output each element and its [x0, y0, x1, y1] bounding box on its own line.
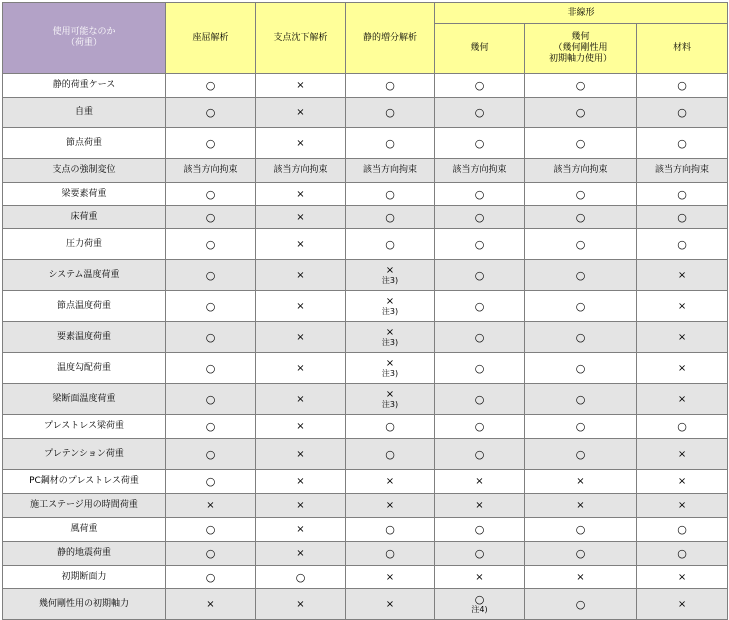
table-cell: ○: [346, 74, 435, 98]
table-cell: ×: [256, 353, 346, 384]
table-cell: ○: [637, 128, 728, 159]
table-cell: ○: [525, 322, 637, 353]
table-cell: ○: [166, 128, 256, 159]
table-cell: ○: [166, 183, 256, 206]
table-cell: ×: [166, 494, 256, 518]
row-label: 幾何剛性用の初期軸力: [3, 589, 166, 620]
table-row: [3, 494, 728, 518]
table-cell: ×: [346, 566, 435, 589]
table-cell: ×: [256, 494, 346, 518]
table-row: [3, 542, 728, 566]
table-row: [3, 566, 728, 589]
table-cell: ○: [435, 206, 525, 229]
table-cell: ×: [256, 206, 346, 229]
table-cell: ×: [346, 470, 435, 494]
table-cell: ○: [166, 98, 256, 128]
table-row: [3, 128, 728, 159]
table-cell: ○: [346, 439, 435, 470]
table-cell: × 注3): [346, 291, 435, 322]
table-cell: ○: [525, 128, 637, 159]
table-cell: ×: [256, 229, 346, 260]
table-cell: ○: [166, 353, 256, 384]
table-row: [3, 260, 728, 291]
table-cell: ×: [256, 260, 346, 291]
table-cell: ○: [166, 439, 256, 470]
table-cell: ○ 注4): [435, 589, 525, 620]
table-cell: ○: [525, 518, 637, 542]
table-cell: ×: [637, 566, 728, 589]
table-cell: ○: [435, 415, 525, 439]
table-cell: ×: [346, 494, 435, 518]
table-cell: × 注3): [346, 384, 435, 415]
table-cell: 該当方向拘束: [637, 159, 728, 183]
table-cell: ×: [525, 566, 637, 589]
table-cell: ○: [525, 353, 637, 384]
table-cell: ○: [525, 542, 637, 566]
table-row: [3, 439, 728, 470]
table-cell: ○: [166, 291, 256, 322]
table-cell: ○: [346, 542, 435, 566]
table-row: [3, 74, 728, 98]
row-label: 自重: [3, 98, 166, 128]
table-cell: ×: [256, 322, 346, 353]
table-cell: ○: [637, 542, 728, 566]
table-row: [3, 353, 728, 384]
table-cell: ○: [435, 542, 525, 566]
table-row: [3, 229, 728, 260]
table-cell: ○: [637, 74, 728, 98]
table-cell: 該当方向拘束: [525, 159, 637, 183]
table-cell: ○: [525, 260, 637, 291]
table-cell: ○: [525, 206, 637, 229]
table-cell: × 注3): [346, 322, 435, 353]
table-row: [3, 291, 728, 322]
table-cell: ○: [435, 260, 525, 291]
table-cell: ○: [166, 542, 256, 566]
row-label: 初期断面力: [3, 566, 166, 589]
table-cell: ×: [637, 589, 728, 620]
table-cell: ○: [435, 322, 525, 353]
table-cell: ○: [346, 98, 435, 128]
row-label: 要素温度荷重: [3, 322, 166, 353]
table-cell: ×: [637, 353, 728, 384]
table-cell: ×: [256, 74, 346, 98]
table-cell: ○: [435, 353, 525, 384]
col-header-geometric: 幾何: [435, 24, 525, 74]
table-body: [3, 74, 728, 620]
table-cell: 該当方向拘束: [435, 159, 525, 183]
table-cell: × 注3): [346, 353, 435, 384]
row-label: 静的地震荷重: [3, 542, 166, 566]
col-header-geometric-axial: 幾何 （幾何剛性用 初期軸力使用）: [525, 24, 637, 74]
table-cell: ○: [435, 291, 525, 322]
table-cell: ×: [637, 439, 728, 470]
row-label: プレテンション荷重: [3, 439, 166, 470]
table-cell: ×: [256, 183, 346, 206]
row-label: 圧力荷重: [3, 229, 166, 260]
table-cell: ×: [256, 384, 346, 415]
table-cell: ×: [346, 589, 435, 620]
table-cell: ×: [256, 291, 346, 322]
row-label: PC鋼材のプレストレス荷重: [3, 470, 166, 494]
table-row: [3, 206, 728, 229]
table-cell: ×: [637, 260, 728, 291]
table-cell: ×: [637, 470, 728, 494]
table-cell: ×: [525, 470, 637, 494]
row-label: 施工ステージ用の時間荷重: [3, 494, 166, 518]
table-cell: × 注3): [346, 260, 435, 291]
table-cell: ×: [637, 494, 728, 518]
table-cell: ○: [637, 415, 728, 439]
table-row: [3, 322, 728, 353]
table-row: [3, 183, 728, 206]
col-group-nonlinear: 非線形: [435, 3, 728, 24]
table-cell: ○: [637, 183, 728, 206]
table-row: [3, 415, 728, 439]
table-cell: ○: [525, 589, 637, 620]
table-cell: ○: [346, 518, 435, 542]
table-cell: ○: [637, 229, 728, 260]
table-row: [3, 470, 728, 494]
table-cell: ○: [166, 260, 256, 291]
table-cell: ○: [525, 439, 637, 470]
table-cell: ×: [256, 128, 346, 159]
table-cell: ○: [435, 183, 525, 206]
table-cell: ○: [435, 439, 525, 470]
row-label: 静的荷重ケース: [3, 74, 166, 98]
table-cell: ○: [637, 518, 728, 542]
table-cell: ○: [525, 291, 637, 322]
table-cell: ×: [256, 589, 346, 620]
table-cell: ○: [346, 183, 435, 206]
table-cell: ○: [166, 206, 256, 229]
table-cell: ○: [435, 229, 525, 260]
table-cell: ○: [256, 566, 346, 589]
table-cell: ○: [525, 98, 637, 128]
table-cell: ×: [435, 470, 525, 494]
table-cell: 該当方向拘束: [346, 159, 435, 183]
table-cell: ○: [166, 470, 256, 494]
table-cell: ×: [637, 384, 728, 415]
table-cell: ○: [346, 206, 435, 229]
table-cell: ○: [525, 74, 637, 98]
row-label: 風荷重: [3, 518, 166, 542]
table-cell: ○: [166, 566, 256, 589]
table-cell: ○: [166, 384, 256, 415]
col-header-material: 材料: [637, 24, 728, 74]
table-cell: ○: [637, 98, 728, 128]
table-row: [3, 384, 728, 415]
corner-header: 使用可能なのか （荷重）: [3, 3, 166, 74]
table-cell: ×: [256, 439, 346, 470]
table-cell: ×: [637, 322, 728, 353]
table-cell: ○: [346, 128, 435, 159]
row-label: 梁断面温度荷重: [3, 384, 166, 415]
table-cell: ×: [256, 98, 346, 128]
table-cell: ×: [435, 494, 525, 518]
table-cell: ×: [525, 494, 637, 518]
col-header-pushover: 静的増分解析: [346, 3, 435, 74]
table-cell: ○: [525, 415, 637, 439]
row-label: 支点の強制変位: [3, 159, 166, 183]
table-cell: ○: [166, 322, 256, 353]
row-label: 梁要素荷重: [3, 183, 166, 206]
row-label: 節点荷重: [3, 128, 166, 159]
row-label: システム温度荷重: [3, 260, 166, 291]
col-header-settlement: 支点沈下解析: [256, 3, 346, 74]
table-cell: ×: [256, 542, 346, 566]
table-cell: ×: [256, 470, 346, 494]
table-cell: ○: [346, 415, 435, 439]
table-cell: ×: [256, 518, 346, 542]
table-cell: ○: [525, 229, 637, 260]
load-compatibility-table: [2, 2, 728, 620]
table-cell: ○: [166, 229, 256, 260]
table-cell: ○: [346, 229, 435, 260]
table-cell: ○: [435, 518, 525, 542]
table-cell: ○: [166, 518, 256, 542]
table-row: [3, 518, 728, 542]
table-cell: ○: [166, 415, 256, 439]
table-cell: ×: [166, 589, 256, 620]
table-cell: ○: [435, 98, 525, 128]
row-label: 節点温度荷重: [3, 291, 166, 322]
table-cell: ○: [435, 74, 525, 98]
row-label: 床荷重: [3, 206, 166, 229]
table-cell: 該当方向拘束: [256, 159, 346, 183]
table-cell: ○: [435, 384, 525, 415]
table-cell: 該当方向拘束: [166, 159, 256, 183]
row-label: 温度勾配荷重: [3, 353, 166, 384]
table-row: [3, 159, 728, 183]
table-cell: ○: [637, 206, 728, 229]
table-cell: ○: [435, 128, 525, 159]
row-label: プレストレス梁荷重: [3, 415, 166, 439]
table-cell: ×: [435, 566, 525, 589]
table-cell: ×: [256, 415, 346, 439]
table-cell: ○: [525, 384, 637, 415]
col-header-buckling: 座屈解析: [166, 3, 256, 74]
table-cell: ○: [166, 74, 256, 98]
table-cell: ○: [525, 183, 637, 206]
table-cell: ×: [637, 291, 728, 322]
table-row: [3, 98, 728, 128]
